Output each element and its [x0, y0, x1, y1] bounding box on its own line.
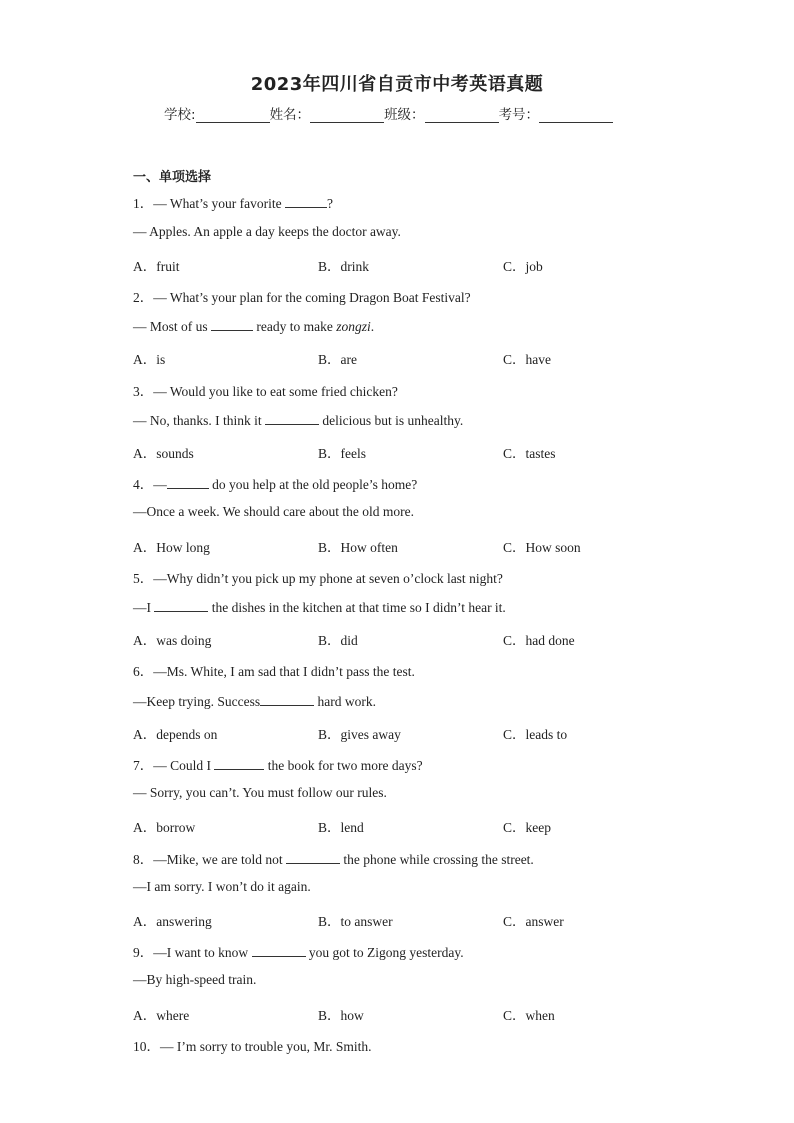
question-1-reply: — Apples. An apple a day keeps the doctor away. [133, 224, 401, 239]
option-c[interactable]: C．had done [503, 633, 575, 648]
question-7-reply: — Sorry, you can’t. You must follow our rules. [133, 785, 387, 800]
option-c[interactable]: C．tastes [503, 446, 556, 461]
question-number: 8． [133, 852, 154, 867]
option-a[interactable]: A．was doing [133, 633, 212, 648]
reply-text: . [370, 319, 375, 334]
class-blank[interactable] [425, 108, 499, 123]
option-a[interactable]: A．depends on [133, 727, 218, 742]
question-8-reply: —I am sorry. I won’t do it again. [133, 879, 311, 894]
question-8 [133, 848, 534, 868]
answer-blank [154, 598, 208, 612]
question-text: —Mike, we are told not [153, 852, 286, 867]
option-c[interactable]: C．job [503, 259, 543, 274]
question-number: 6． [133, 664, 154, 679]
answer-blank [214, 756, 264, 770]
option-c[interactable]: C．answer [503, 914, 564, 929]
option-a[interactable]: A．borrow [133, 820, 196, 835]
question-number: 1． [133, 196, 154, 211]
question-text: — [153, 477, 167, 492]
answer-blank [285, 194, 327, 208]
option-b[interactable]: B．feels [318, 446, 366, 461]
question-5-reply [133, 598, 506, 616]
question-6-reply [133, 692, 376, 710]
question-6 [133, 660, 415, 680]
question-5 [133, 567, 503, 587]
question-text: — What’s your favorite [153, 196, 285, 211]
reply-text: ready to make [253, 319, 337, 334]
option-c[interactable]: C．have [503, 352, 551, 367]
question-2 [133, 286, 471, 306]
option-c[interactable]: C．How soon [503, 540, 581, 555]
answer-blank [286, 850, 340, 864]
page-title: 2023年四川省自贡市中考英语真题 [250, 74, 544, 95]
option-a[interactable]: A．sounds [133, 446, 194, 461]
reply-text: —Keep trying. Success [133, 694, 261, 709]
question-number: 3． [133, 384, 154, 399]
question-text: the book for two more days? [264, 758, 423, 773]
option-a[interactable]: A．is [133, 352, 166, 367]
exam-number-label: 考号： [498, 107, 540, 123]
question-number: 10． [133, 1039, 160, 1054]
question-number: 4． [133, 477, 154, 492]
option-b[interactable]: B．did [318, 633, 358, 648]
question-4 [133, 473, 417, 493]
student-info-line [164, 103, 613, 123]
option-c[interactable]: C．keep [503, 820, 551, 835]
question-text: ? [326, 196, 333, 211]
question-text: you got to Zigong yesterday. [305, 945, 464, 960]
reply-text: — Most of us [133, 319, 212, 334]
option-a[interactable]: A．fruit [133, 259, 180, 274]
reply-text: delicious but is unhealthy. [319, 413, 464, 428]
section-heading: 一、单项选择 [133, 170, 212, 185]
question-text: the phone while crossing the street. [339, 852, 534, 867]
option-b[interactable]: B．drink [318, 259, 370, 274]
option-b[interactable]: B．are [318, 352, 357, 367]
answer-blank [211, 317, 253, 331]
option-a[interactable]: A．How long [133, 540, 210, 555]
school-blank[interactable] [196, 108, 270, 123]
question-9-reply: —By high-speed train. [133, 972, 257, 987]
option-b[interactable]: B．how [318, 1008, 364, 1023]
question-1 [133, 192, 333, 212]
question-9 [133, 941, 464, 961]
exam-number-blank[interactable] [539, 108, 613, 123]
question-2-reply [133, 317, 374, 335]
name-blank[interactable] [310, 108, 384, 123]
question-text: —Why didn’t you pick up my phone at seven o’clock last night? [153, 571, 503, 586]
question-text: do you help at the old people’s home? [208, 477, 418, 492]
question-3 [133, 380, 398, 400]
option-b[interactable]: B．lend [318, 820, 364, 835]
reply-italic-word: zongzi [336, 319, 371, 334]
question-number: 7． [133, 758, 154, 773]
question-4-reply: —Once a week. We should care about the old more. [133, 504, 414, 519]
question-text: —I want to know [153, 945, 252, 960]
question-number: 9． [133, 945, 154, 960]
reply-text: —I [133, 600, 155, 615]
reply-text: the dishes in the kitchen at that time so I didn’t hear it. [208, 600, 506, 615]
school-label: 学校: [164, 107, 196, 123]
answer-blank [252, 943, 306, 957]
option-c[interactable]: C．leads to [503, 727, 568, 742]
question-text: — I’m sorry to trouble you, Mr. Smith. [160, 1039, 372, 1054]
question-7 [133, 754, 423, 774]
option-c[interactable]: C．when [503, 1008, 555, 1023]
option-a[interactable]: A．where [133, 1008, 190, 1023]
question-3-reply [133, 411, 463, 429]
question-text: — Could I [153, 758, 215, 773]
question-number: 5． [133, 571, 154, 586]
answer-blank [265, 411, 319, 425]
name-label: 姓名： [269, 107, 311, 123]
reply-text: — No, thanks. I think it [133, 413, 265, 428]
question-10 [133, 1035, 372, 1055]
answer-blank [260, 692, 314, 706]
option-a[interactable]: A．answering [133, 914, 212, 929]
answer-blank [167, 475, 209, 489]
option-b[interactable]: B．to answer [318, 914, 393, 929]
question-number: 2． [133, 290, 154, 305]
question-text: — Would you like to eat some fried chicken? [153, 384, 398, 399]
reply-text: hard work. [314, 694, 376, 709]
question-text: —Ms. White, I am sad that I didn’t pass the test. [153, 664, 415, 679]
option-b[interactable]: B．How often [318, 540, 398, 555]
question-text: — What’s your plan for the coming Dragon Boat Festival? [153, 290, 471, 305]
class-label: 班级： [384, 107, 425, 123]
option-b[interactable]: B．gives away [318, 727, 401, 742]
